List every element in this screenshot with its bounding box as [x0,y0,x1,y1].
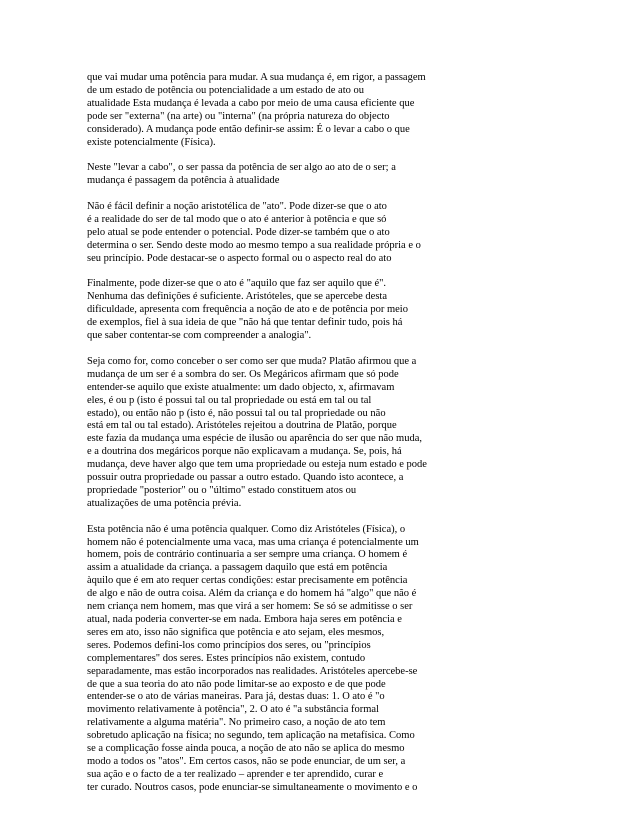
text-line: relativamente a alguma matéria". No primeiro caso, a noção de ato tem [87,717,386,729]
text-line: se a complicação fosse ainda pouca, a noção de ato não se aplica do mesmo [87,743,405,755]
text-line: Esta potência não é uma potência qualquer. Como diz Aristóteles (Física), o [87,523,406,535]
text-line: de que a sua teoria do ato não pode limitar-se ao exposto e de que pode [87,678,386,690]
paragraph [87,162,567,188]
text-line: mudança, deve haver algo que tem uma propriedade ou esteja num estado e pode [87,459,427,471]
text-line: é a realidade do ser de tal modo que o ato é anterior à potência e que só [87,213,387,225]
text-line: determina o ser. Sendo deste modo ao mesmo tempo a sua realidade própria e o [87,239,421,251]
text-line: entender-se o ato de várias maneiras. Para já, destas duas: 1. O ato é "o [87,691,385,703]
text-line: mudança de um ser é a sombra do ser. Os Megáricos afirmam que só pode [87,368,399,380]
text-line: homem não é potencialmente uma vaca, mas uma criança é potencialmente um [87,536,419,548]
text-line: seres em ato, isso não significa que potência e ato sejam, eles mesmos, [87,626,385,638]
text-line: separadamente, mas estão incorporados nas realidades. Aristóteles apercebe-se [87,665,418,677]
text-line: Nenhuma das definições é suficiente. Aristóteles, que se apercebe desta [87,291,388,303]
text-line: complementares" dos seres. Estes princípios não existem, contudo [87,652,366,664]
text-line: atual, nada poderia converter-se em nada. Embora haja seres em potência e [87,613,402,625]
text-line: e a doutrina dos megáricos porque não explicavam a mudança. Se, pois, há [87,446,402,458]
text-line: de algo e não de outra coisa. Além da criança e do homem há "algo" que não é [87,588,417,600]
paragraph [87,356,567,511]
text-line: atualidade Esta mudança é levada a cabo por meio de uma causa eficiente que [87,97,415,109]
paragraph [87,72,567,149]
text-line: está em tal ou tal estado). Aristóteles rejeitou a doutrina de Platão, porque [87,420,397,432]
text-line: de um estado de potência ou potencialidade a um estado de ato ou [87,84,364,96]
text-line: propriedade "posterior" ou o "último" estado constituem atos ou [87,484,357,496]
paragraph [87,524,567,795]
text-line: considerado). A mudança pode então definir-se assim: É o levar a cabo o que [87,123,410,135]
text-line: de exemplos, fiel à sua ideia de que "não há que tentar definir tudo, pois há [87,317,403,329]
text-line: estado), ou então não p (isto é, não possui tal ou tal propriedade ou não [87,407,386,419]
paragraph [87,278,567,343]
body-text [87,72,567,808]
text-line: homem, pois de contrário continuaria a ser sempre uma criança. O homem é [87,549,408,561]
text-line: ter curado. Noutros casos, pode enunciar-se simultaneamente o movimento e o [87,781,418,793]
text-line: nem criança nem homem, mas que virá a ser homem: Se só se admitisse o ser [87,601,413,613]
text-line: pode ser "externa" (na arte) ou "interna" (na própria natureza do objecto [87,110,390,122]
text-line: assim a atualidade da criança. a passagem daquilo que está em potência [87,562,388,574]
text-line: seu princípio. Pode destacar-se o aspecto formal ou o aspecto real do ato [87,252,392,264]
text-line: sua ação e o facto de a ter realizado – aprender e ter aprendido, curar e [87,768,384,780]
paragraph [87,201,567,266]
text-line: mudança é passagem da potência à atualidade [87,175,280,187]
text-line: que vai mudar uma potência para mudar. A sua mudança é, em rigor, a passagem [87,72,426,83]
text-line: existe potencialmente (Física). [87,136,216,148]
text-line: atualizações de uma potência prévia. [87,497,242,509]
text-line: dificuldade, apresenta com frequência a noção de ato e de potência por meio [87,304,408,316]
text-line: eles, é ou p (isto é possui tal ou tal propriedade ou está em tal ou tal [87,394,372,406]
text-line: entender-se aquilo que existe atualmente: um dado objecto, x, afirmavam [87,381,395,393]
text-line: àquilo que é em ato requer certas condições: estar precisamente em potência [87,575,408,587]
text-line: Não é fácil definir a noção aristotélica de "ato". Pode dizer-se que o ato [87,201,387,213]
text-line: que saber contentar-se com compreender a analogia". [87,330,312,342]
text-line: pelo atual se pode entender o potencial. Pode dizer-se também que o ato [87,226,390,238]
text-line: Finalmente, pode dizer-se que o ato é "aquilo que faz ser aquilo que é". [87,278,387,290]
text-line: este fazia da mudança uma espécie de ilusão ou aparência do ser que não muda, [87,433,422,445]
text-line: sobretudo aplicação na física; no segundo, tem aplicação na metafísica. Como [87,730,415,742]
text-line: modo a todos os "atos". Em certos casos, não se pode enunciar, de um ser, a [87,755,406,767]
text-line: possuir outra propriedade ou passar a outro estado. Quando isto acontece, a [87,472,404,484]
text-line: Neste "levar a cabo", o ser passa da potência de ser algo ao ato de o ser; a [87,162,396,174]
text-line: Seja como for, como conceber o ser como ser que muda? Platão afirmou que a [87,355,417,367]
text-line: seres. Podemos defini-los como princípios dos seres, ou "princípios [87,639,371,651]
text-line: movimento relativamente à potência", 2. O ato é "a substância formal [87,704,379,716]
